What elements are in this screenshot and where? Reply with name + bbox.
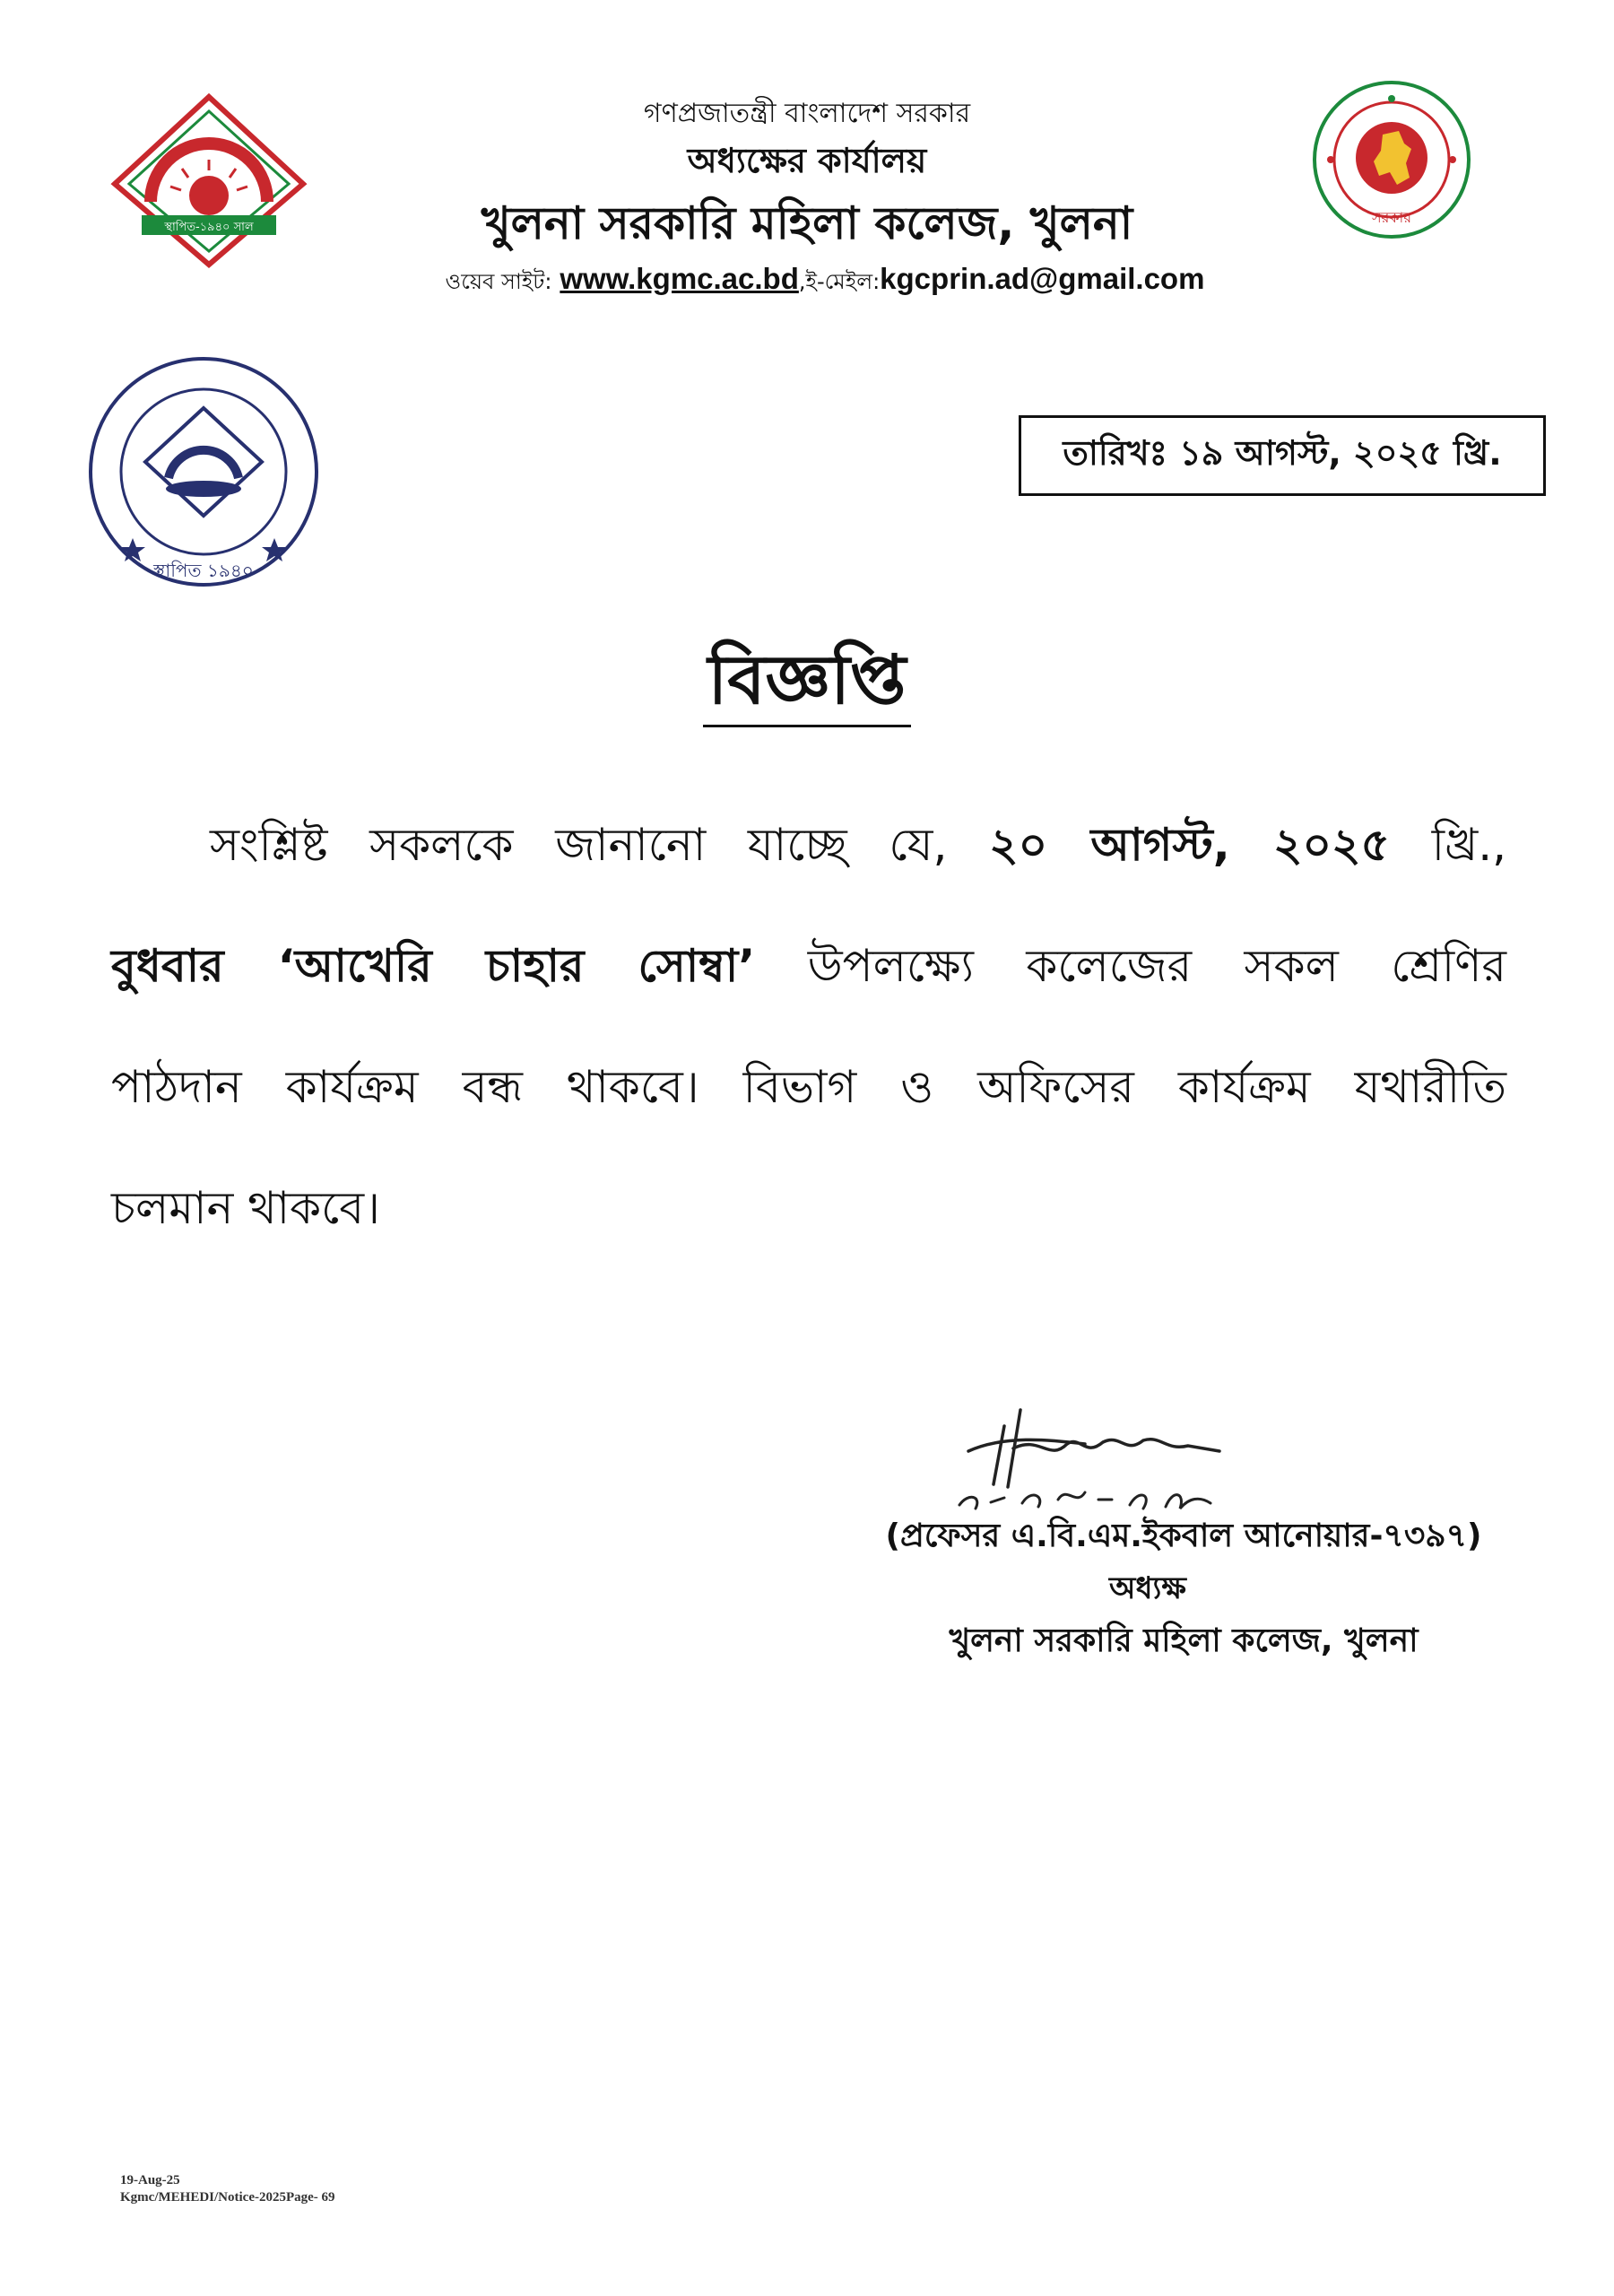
footer-date: 19-Aug-25 [120, 2173, 180, 2187]
signatory-designation: অধ্যক্ষ [1109, 1570, 1186, 1606]
body-line-2-text: উপলক্ষ্যে কলেজের সকল শ্রেণির [807, 940, 1506, 992]
signatory-name: (প্রফেসর এ.বি.এম.ইকবাল আনোয়ার-৭৩৯৭) [885, 1518, 1482, 1554]
notice-body-line-3: পাঠদান কার্যক্রম বন্ধ থাকবে। বিভাগ ও অফিসের কার্যক্রম যথারীতি [111, 1061, 1506, 1113]
handwritten-signature [950, 1399, 1255, 1525]
notice-body-line-1 [111, 812, 1506, 886]
notice-title-text: বিজ্ঞপ্তি [703, 639, 912, 727]
seal-text: স্থাপিত ১৯৪০ [153, 560, 254, 581]
email-label: ,ই-মেইল: [798, 269, 881, 294]
college-round-seal [86, 354, 321, 589]
body-line-1-end: খ্রি., [1431, 819, 1506, 871]
email-address[interactable]: kgcprin.ad@gmail.com [880, 262, 1205, 295]
website-label: ওয়েব সাইট: [445, 269, 552, 294]
college-logo-left [106, 90, 312, 269]
govt-seal-text: সরকার [1371, 209, 1412, 226]
body-event-date: ২০ আগস্ট, ২০২৫ [989, 819, 1390, 871]
left-logo-text: স্থাপিত-১৯৪০ সাল [164, 221, 254, 234]
office-line: অধ্যক্ষের কার্যালয় [687, 141, 927, 180]
body-line-1-text: সংশ্লিষ্ট সকলকে জানানো যাচ্ছে যে, [210, 819, 948, 871]
government-line: গণপ্রজাতন্ত্রী বাংলাদেশ সরকার [643, 98, 971, 129]
date-box: তারিখঃ ১৯ আগস্ট, ২০২৫ খ্রি. [1019, 415, 1546, 496]
website-link[interactable]: www.kgmc.ac.bd [560, 262, 799, 295]
bangladesh-govt-seal [1311, 79, 1472, 240]
footer-reference: Kgmc/MEHEDI/Notice-2025Page- 69 [120, 2190, 335, 2205]
college-name-heading: খুলনা সরকারি মহিলা কলেজ, খুলনা [481, 197, 1133, 249]
notice-body-line-4: চলমান থাকবে। [111, 1182, 380, 1234]
signatory-organization: খুলনা সরকারি মহিলা কলেজ, খুলনা [949, 1622, 1419, 1659]
notice-body-line-2 [111, 933, 1506, 1007]
notice-title [628, 628, 986, 742]
body-occasion: বুধবার ‘আখেরি চাহার সোম্বা’ [111, 940, 756, 992]
contact-line [377, 262, 1273, 301]
